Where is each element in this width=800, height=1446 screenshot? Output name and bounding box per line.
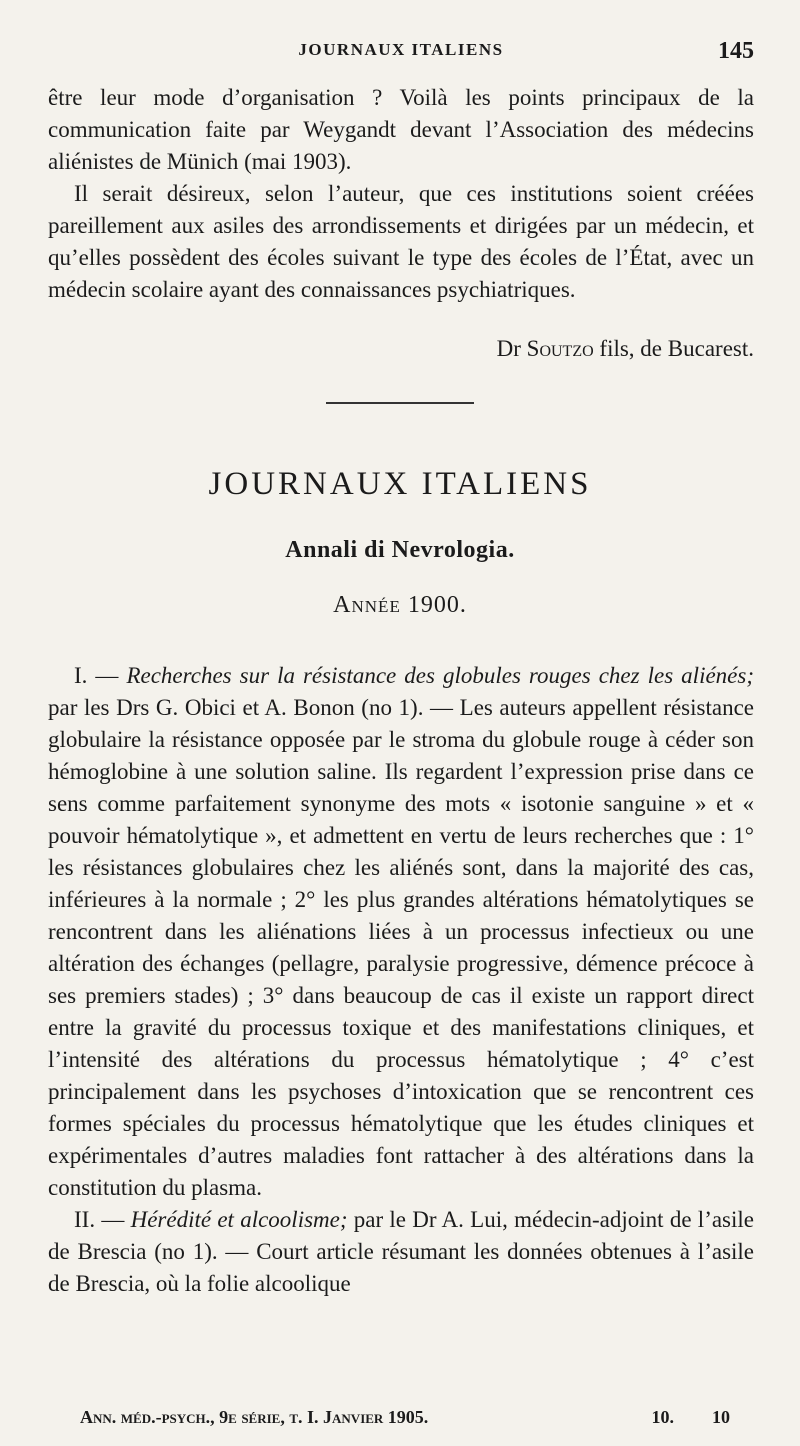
running-head — [48, 38, 754, 68]
article-2-byline: par le Dr A. Lui, médecin-adjoint de l’asile de Brescia (no 1). — — [48, 1207, 754, 1264]
top-paragraphs — [48, 82, 754, 306]
running-head-title: JOURNAUX ITALIENS — [298, 40, 504, 59]
article-2-title: Hérédité et alcoolisme; — [130, 1207, 348, 1232]
paragraph-continuation: être leur mode d’organisation ? Voilà les points principaux de la communication faite par Weygandt devant l’Association des médecins aliénistes de Münich (mai 1903). — [48, 85, 754, 174]
footer-marks — [614, 1407, 731, 1428]
section-divider — [326, 402, 474, 404]
page-number: 145 — [718, 38, 754, 64]
article-2 — [48, 1204, 754, 1300]
article-1-text: Les auteurs appellent résistance globulaire la résistance opposée par le stroma du globule rouge à céder son hémoglobine à une solution saline. Ils regardent l’expression prise dans ce sens comme parfaitement synonyme des mots « isotonie sanguine » et « pouvoir hématolytique », et admettent en vertu de leurs recherches que : 1° les résistances globulaires chez les aliénés sont, dans la majorité des cas, inférieures à la normale ; 2° les plus grandes altérations hématolytiques se rencontrent dans les aliénations liées à un processus infectieux ou une altération des échanges (pellagre, paralysie progressive, démence précoce à ses premiers stades) ; 3° dans beaucoup de cas il existe un rapport direct entre la gravité du processus toxique et des manifestations cliniques, et l’intensité des altérations du processus hématolytique ; 4° c’est principalement dans les psychoses d’intoxication que se rencontrent ces formes spéciales du processus hématolytique que les études cliniques et expérimentales d’autres maladies font rattacher à des altérations dans la constitution du plasma. — [48, 695, 754, 1200]
paragraph-weygandt: Il serait désireux, selon l’auteur, que ces institutions soient créées pareillement aux asiles des arrondissements et dirigées par un médecin, et qu’elles possèdent des écoles suivant le type des écoles de l’État, avec un médecin scolaire ayant des connaissances psychiatriques. — [48, 181, 754, 302]
article-1-byline: par les Drs G. Obici et A. Bonon (no 1). — — [48, 695, 460, 720]
footer-citation: Ann. méd.-psych., 9e série, t. I. Janvier 1905. — [80, 1407, 429, 1427]
signature-suffix: fils, de Bucarest. — [593, 336, 754, 361]
signature-name: Soutzo — [526, 336, 594, 361]
article-2-number: II. — — [74, 1207, 131, 1232]
page-footer — [80, 1407, 730, 1437]
article-2-text: Court article résumant les données obtenues à l’asile de Brescia, où la folie alcoolique — [48, 1239, 755, 1296]
footer-signature-mark: 10 — [712, 1407, 730, 1427]
signature-prefix: Dr — [496, 336, 527, 361]
section-title: JOURNAUX ITALIENS — [208, 466, 592, 502]
author-signature — [497, 336, 754, 362]
articles — [48, 660, 754, 1300]
article-1-title: Recherches sur la résistance des globules rouges chez les aliénés; — [126, 663, 754, 688]
article-1-number: I. — — [74, 663, 127, 688]
article-1 — [48, 660, 754, 1204]
footer-sheet-number: 10. — [651, 1407, 674, 1427]
year-label: Année 1900. — [333, 592, 467, 618]
journal-title: Annali di Nevrologia. — [285, 537, 515, 563]
